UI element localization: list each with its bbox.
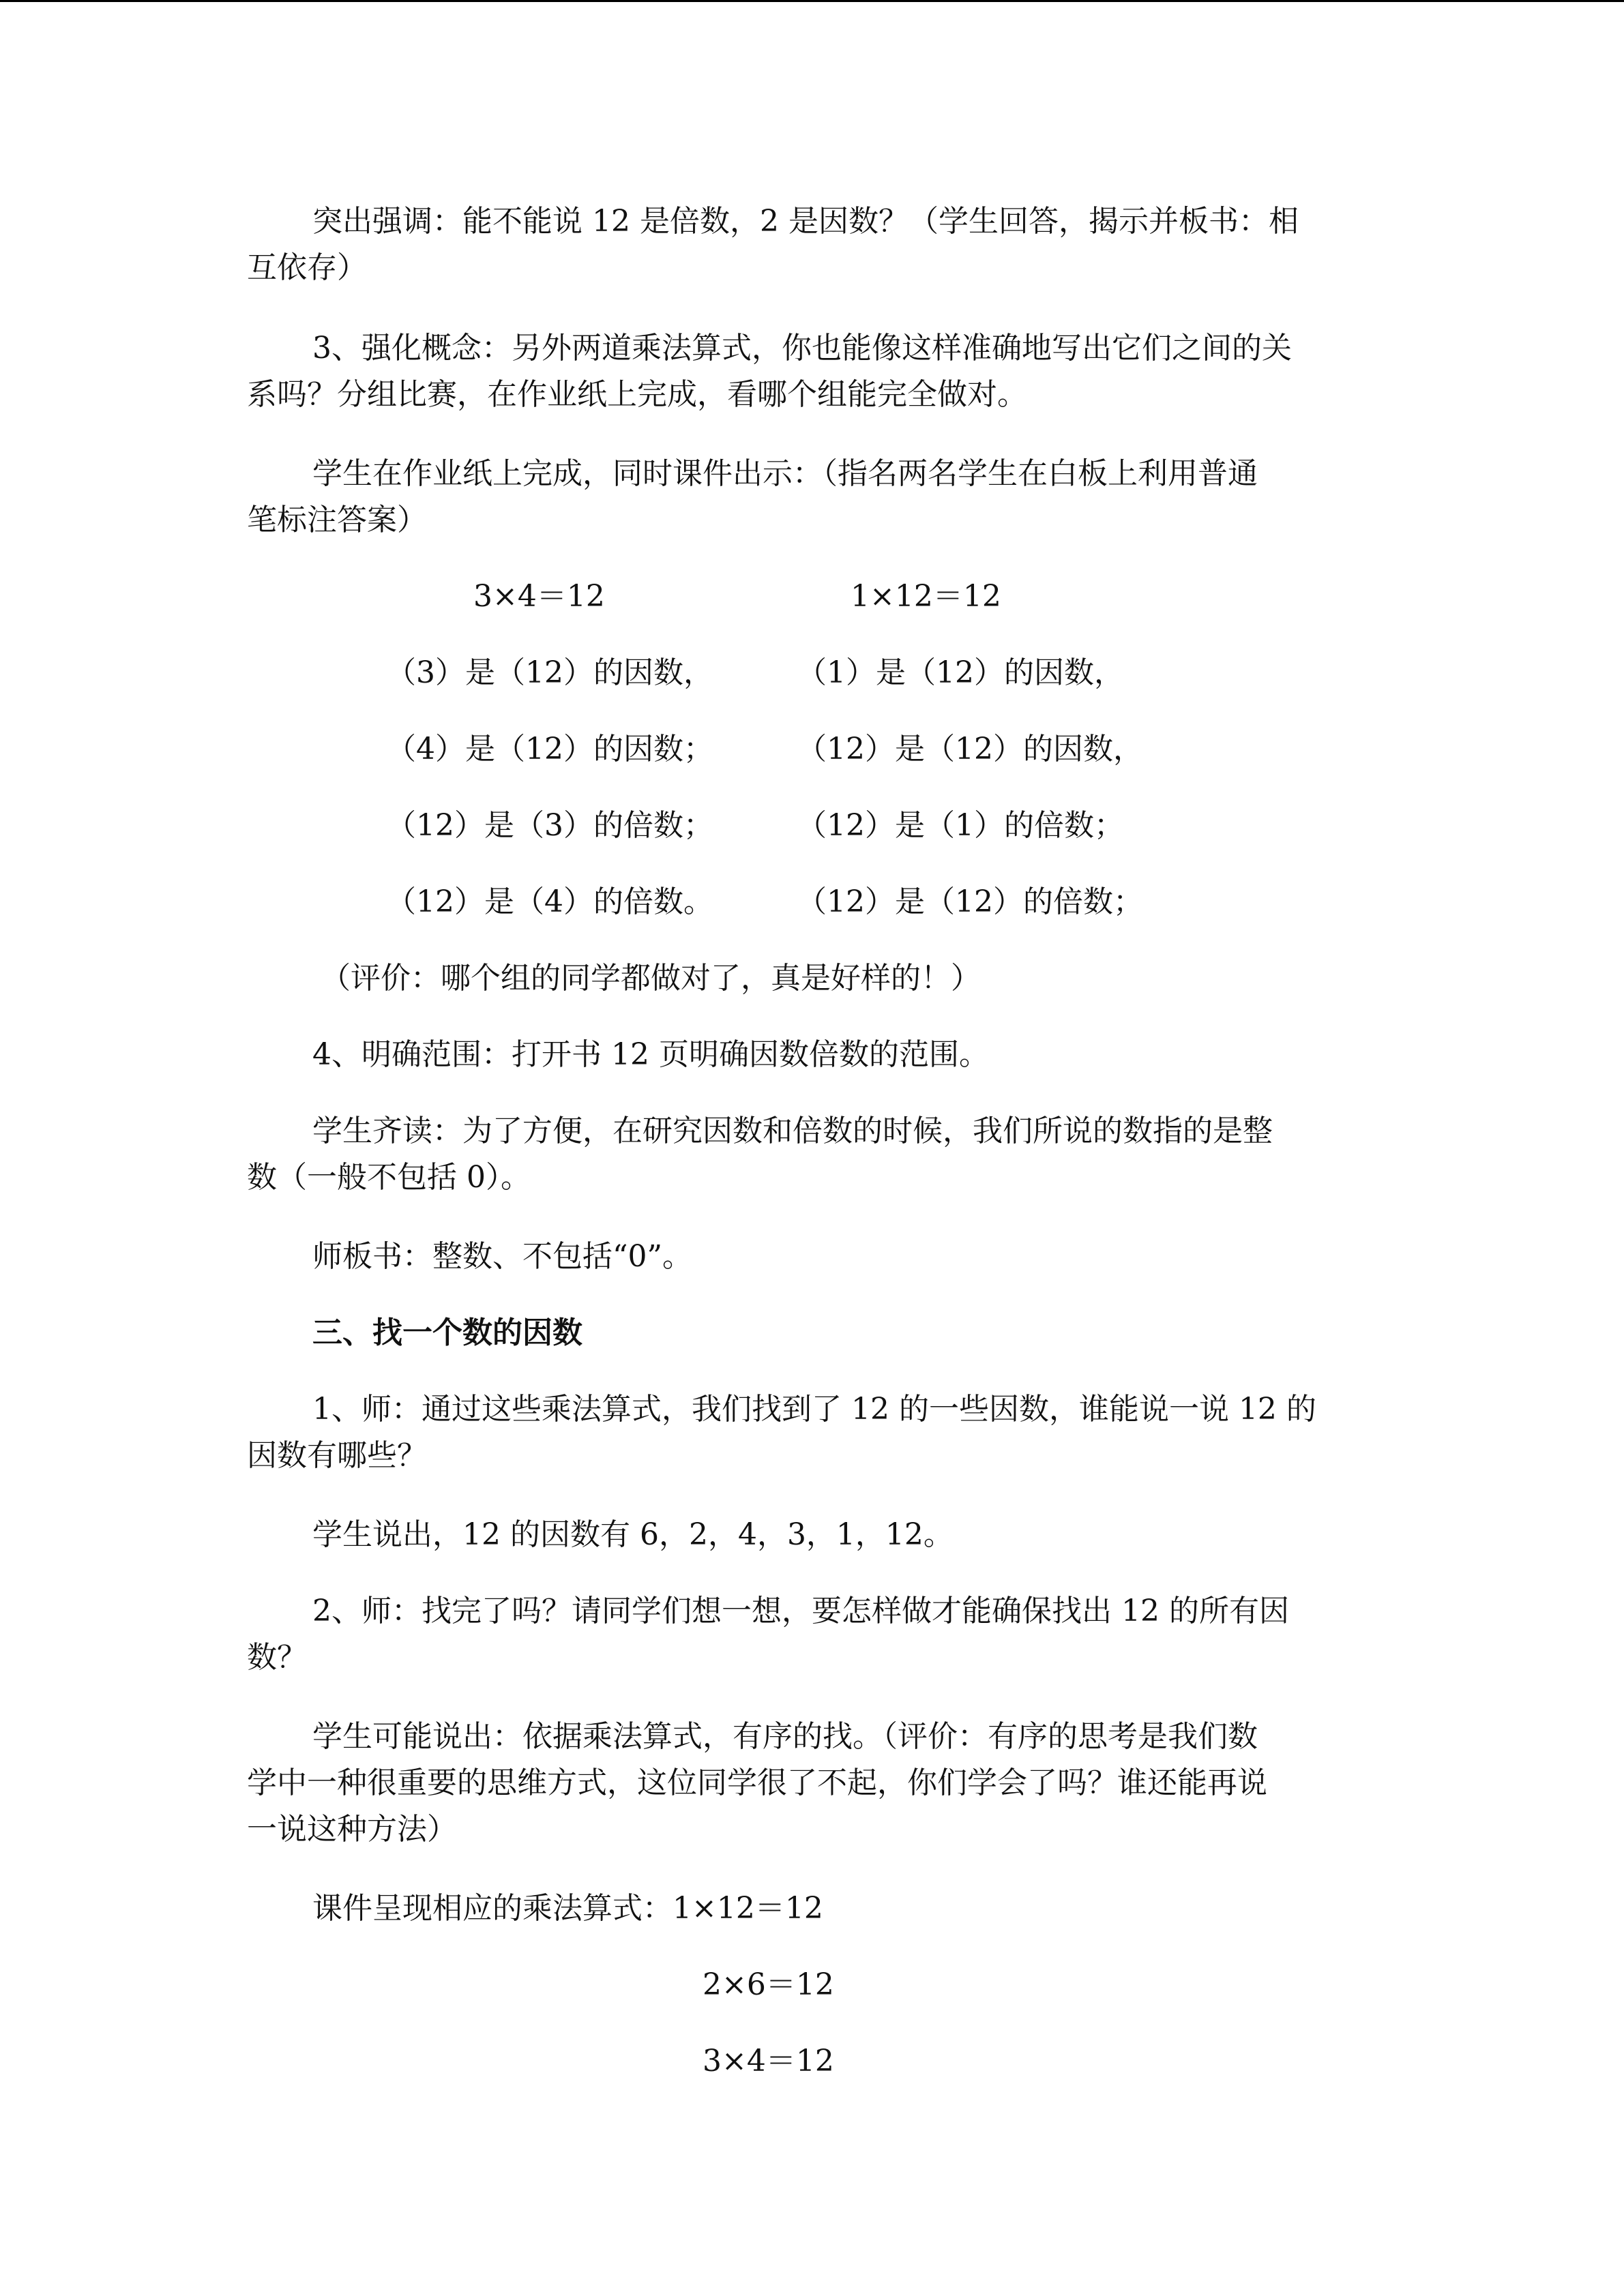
answer-right-1: （1）是（12）的因数，	[797, 655, 1124, 690]
paragraph-reinforce-line2: 系吗？分组比赛，在作业纸上完成，看哪个组能完全做对。	[247, 377, 1027, 412]
paragraph-read-line2: 数（一般不包括 0）。	[247, 1160, 531, 1195]
answer-left-4: （12）是（4）的倍数。	[386, 884, 713, 919]
presentation-line: 课件呈现相应的乘法算式：1×12＝12	[312, 1891, 823, 1926]
equation-2x6: 2×6＝12	[703, 1967, 834, 2002]
paragraph-read-line1: 学生齐读：为了方便，在研究因数和倍数的时候，我们所说的数指的是整	[312, 1114, 1273, 1148]
answer-left-1: （3）是（12）的因数，	[386, 655, 713, 690]
equation-right: 1×12＝12	[851, 579, 1001, 614]
question2-line1: 2、师：找完了吗？请同学们想一想，要怎样做才能确保找出 12 的所有因	[312, 1594, 1289, 1628]
paragraph-emphasis-line1: 突出强调：能不能说 12 是倍数，2 是因数？（学生回答，揭示并板书：相	[312, 204, 1299, 239]
top-border-line	[0, 0, 1624, 2]
answer-left-2: （4）是（12）的因数；	[386, 732, 713, 766]
equation-left: 3×4＝12	[473, 579, 605, 614]
paragraph-board: 师板书：整数、不包括“0”。	[312, 1239, 692, 1274]
answer2-line3: 一说这种方法）	[247, 1812, 457, 1847]
answer-right-4: （12）是（12）的倍数；	[797, 884, 1143, 919]
equation-3x4: 3×4＝12	[703, 2044, 834, 2078]
answer2-line1: 学生可能说出：依据乘法算式，有序的找。（评价：有序的思考是我们数	[312, 1719, 1258, 1754]
evaluation-note: （评价：哪个组的同学都做对了，真是好样的！）	[321, 961, 981, 996]
question2-line2: 数？	[247, 1640, 307, 1675]
paragraph-worksheet-line1: 学生在作业纸上完成，同时课件出示：（指名两名学生在白板上利用普通	[312, 456, 1258, 491]
answer-right-3: （12）是（1）的倍数；	[797, 808, 1124, 843]
paragraph-reinforce-line1: 3、强化概念：另外两道乘法算式，你也能像这样准确地写出它们之间的关	[312, 331, 1292, 366]
answer-right-2: （12）是（12）的因数，	[797, 732, 1143, 766]
section-heading: 三、找一个数的因数	[312, 1315, 582, 1350]
question1-line1: 1、师：通过这些乘法算式，我们找到了 12 的一些因数，谁能说一说 12 的	[312, 1392, 1316, 1427]
answer2-line2: 学中一种很重要的思维方式，这位同学很了不起，你们学会了吗？谁还能再说	[247, 1765, 1267, 1800]
answer1: 学生说出，12 的因数有 6，2，4，3，1，12。	[312, 1517, 954, 1552]
paragraph-worksheet-line2: 笔标注答案）	[247, 503, 427, 537]
answer-left-3: （12）是（3）的倍数；	[386, 808, 713, 843]
question1-line2: 因数有哪些？	[247, 1438, 427, 1473]
paragraph-range: 4、明确范围：打开书 12 页明确因数倍数的范围。	[312, 1037, 989, 1072]
paragraph-emphasis-line2: 互依存）	[247, 250, 367, 285]
